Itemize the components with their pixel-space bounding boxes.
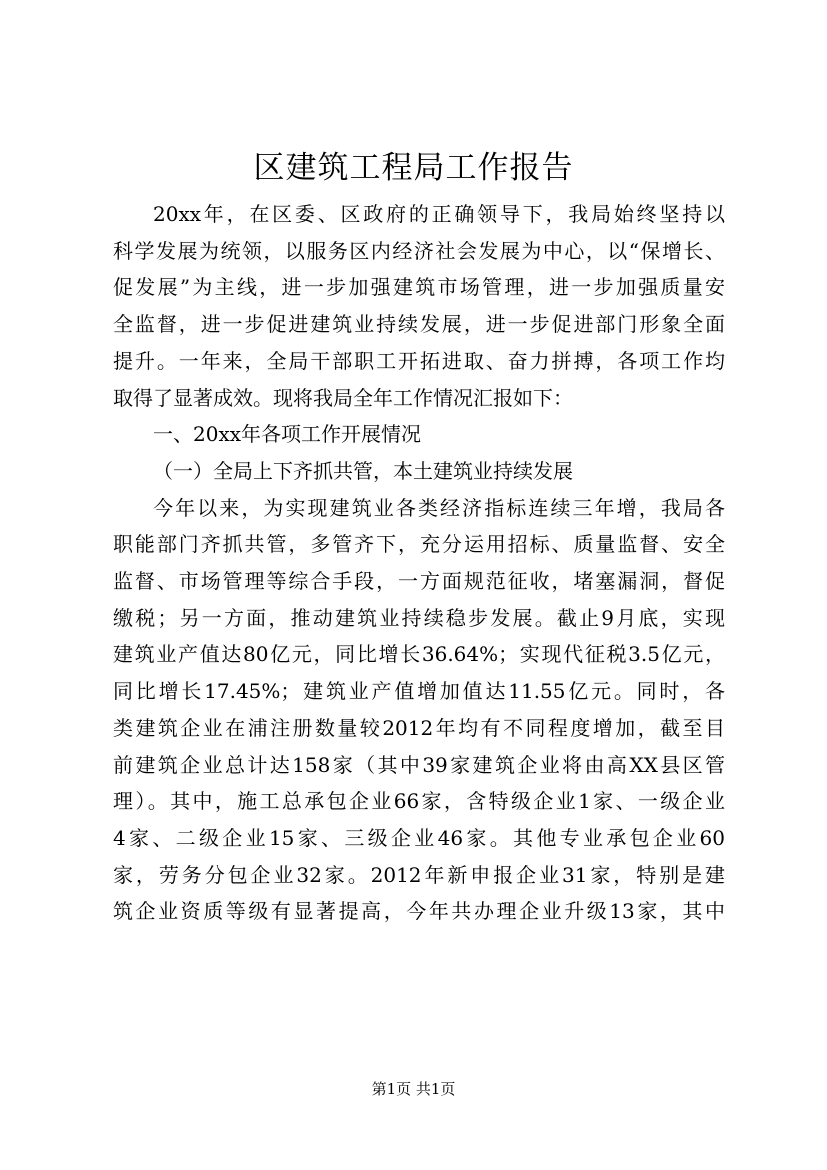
document-title: 区建筑工程局工作报告	[253, 150, 574, 186]
text-line: 科学发展为统领，以服务区内经济社会发展为中心，以“保增长、	[113, 238, 725, 263]
text-line: 一、20xx年各项工作开展情况	[153, 422, 422, 447]
text-line: 家，劳务分包企业32家。2012年新申报企业31家，特别是建	[113, 862, 725, 887]
text-line: 同比增长17.45%；建筑业产值增加值达11.55亿元。同时，各	[113, 679, 725, 704]
document-body	[113, 196, 725, 930]
text-line: 全监督，进一步促进建筑业持续发展，进一步促进部门形象全面	[113, 312, 725, 337]
text-line: 职能部门齐抓共管，多管齐下，充分运用招标、质量监督、安全	[113, 532, 725, 557]
text-line: 4家、二级企业15家、三级企业46家。其他专业承包企业60	[113, 825, 725, 850]
paragraph-intro	[113, 196, 725, 416]
text-line: （一）全局上下齐抓共管，本土建筑业持续发展	[153, 458, 573, 483]
text-line: 建筑业产值达80亿元，同比增长36.64%；实现代征税3.5亿元，	[113, 642, 725, 667]
section-heading	[113, 416, 725, 453]
text-line: 促发展”为主线，进一步加强建筑市场管理，进一步加强质量安	[113, 275, 725, 300]
text-line: 监督、市场管理等综合手段，一方面规范征收，堵塞漏洞，督促	[113, 569, 725, 594]
text-line: 20xx年，在区委、区政府的正确领导下，我局始终坚持以	[153, 202, 725, 226]
text-line: 今年以来，为实现建筑业各类经济指标连续三年增，我局各	[153, 495, 725, 520]
text-line: 类建筑企业在浦注册数量较2012年均有不同程度增加，截至目	[113, 715, 725, 740]
subsection-heading	[113, 453, 725, 490]
text-line: 前建筑企业总计达158家（其中39家建筑企业将由高XX县区管	[113, 752, 725, 777]
text-line: 提升。一年来，全局干部职工开拓进取、奋力拼搏，各项工作均	[113, 348, 725, 373]
text-line: 筑企业资质等级有显著提高，今年共办理企业升级13家，其中	[113, 899, 725, 924]
page-footer: 第1页 共1页	[371, 1080, 456, 1098]
text-line: 缴税；另一方面，推动建筑业持续稳步发展。截止9月底，实现	[113, 605, 725, 630]
text-line: 理）。其中，施工总承包企业66家，含特级企业1家、一级企业	[113, 789, 725, 814]
text-line: 取得了显著成效。现将我局全年工作情况汇报如下：	[113, 385, 573, 410]
paragraph-body	[113, 490, 725, 930]
